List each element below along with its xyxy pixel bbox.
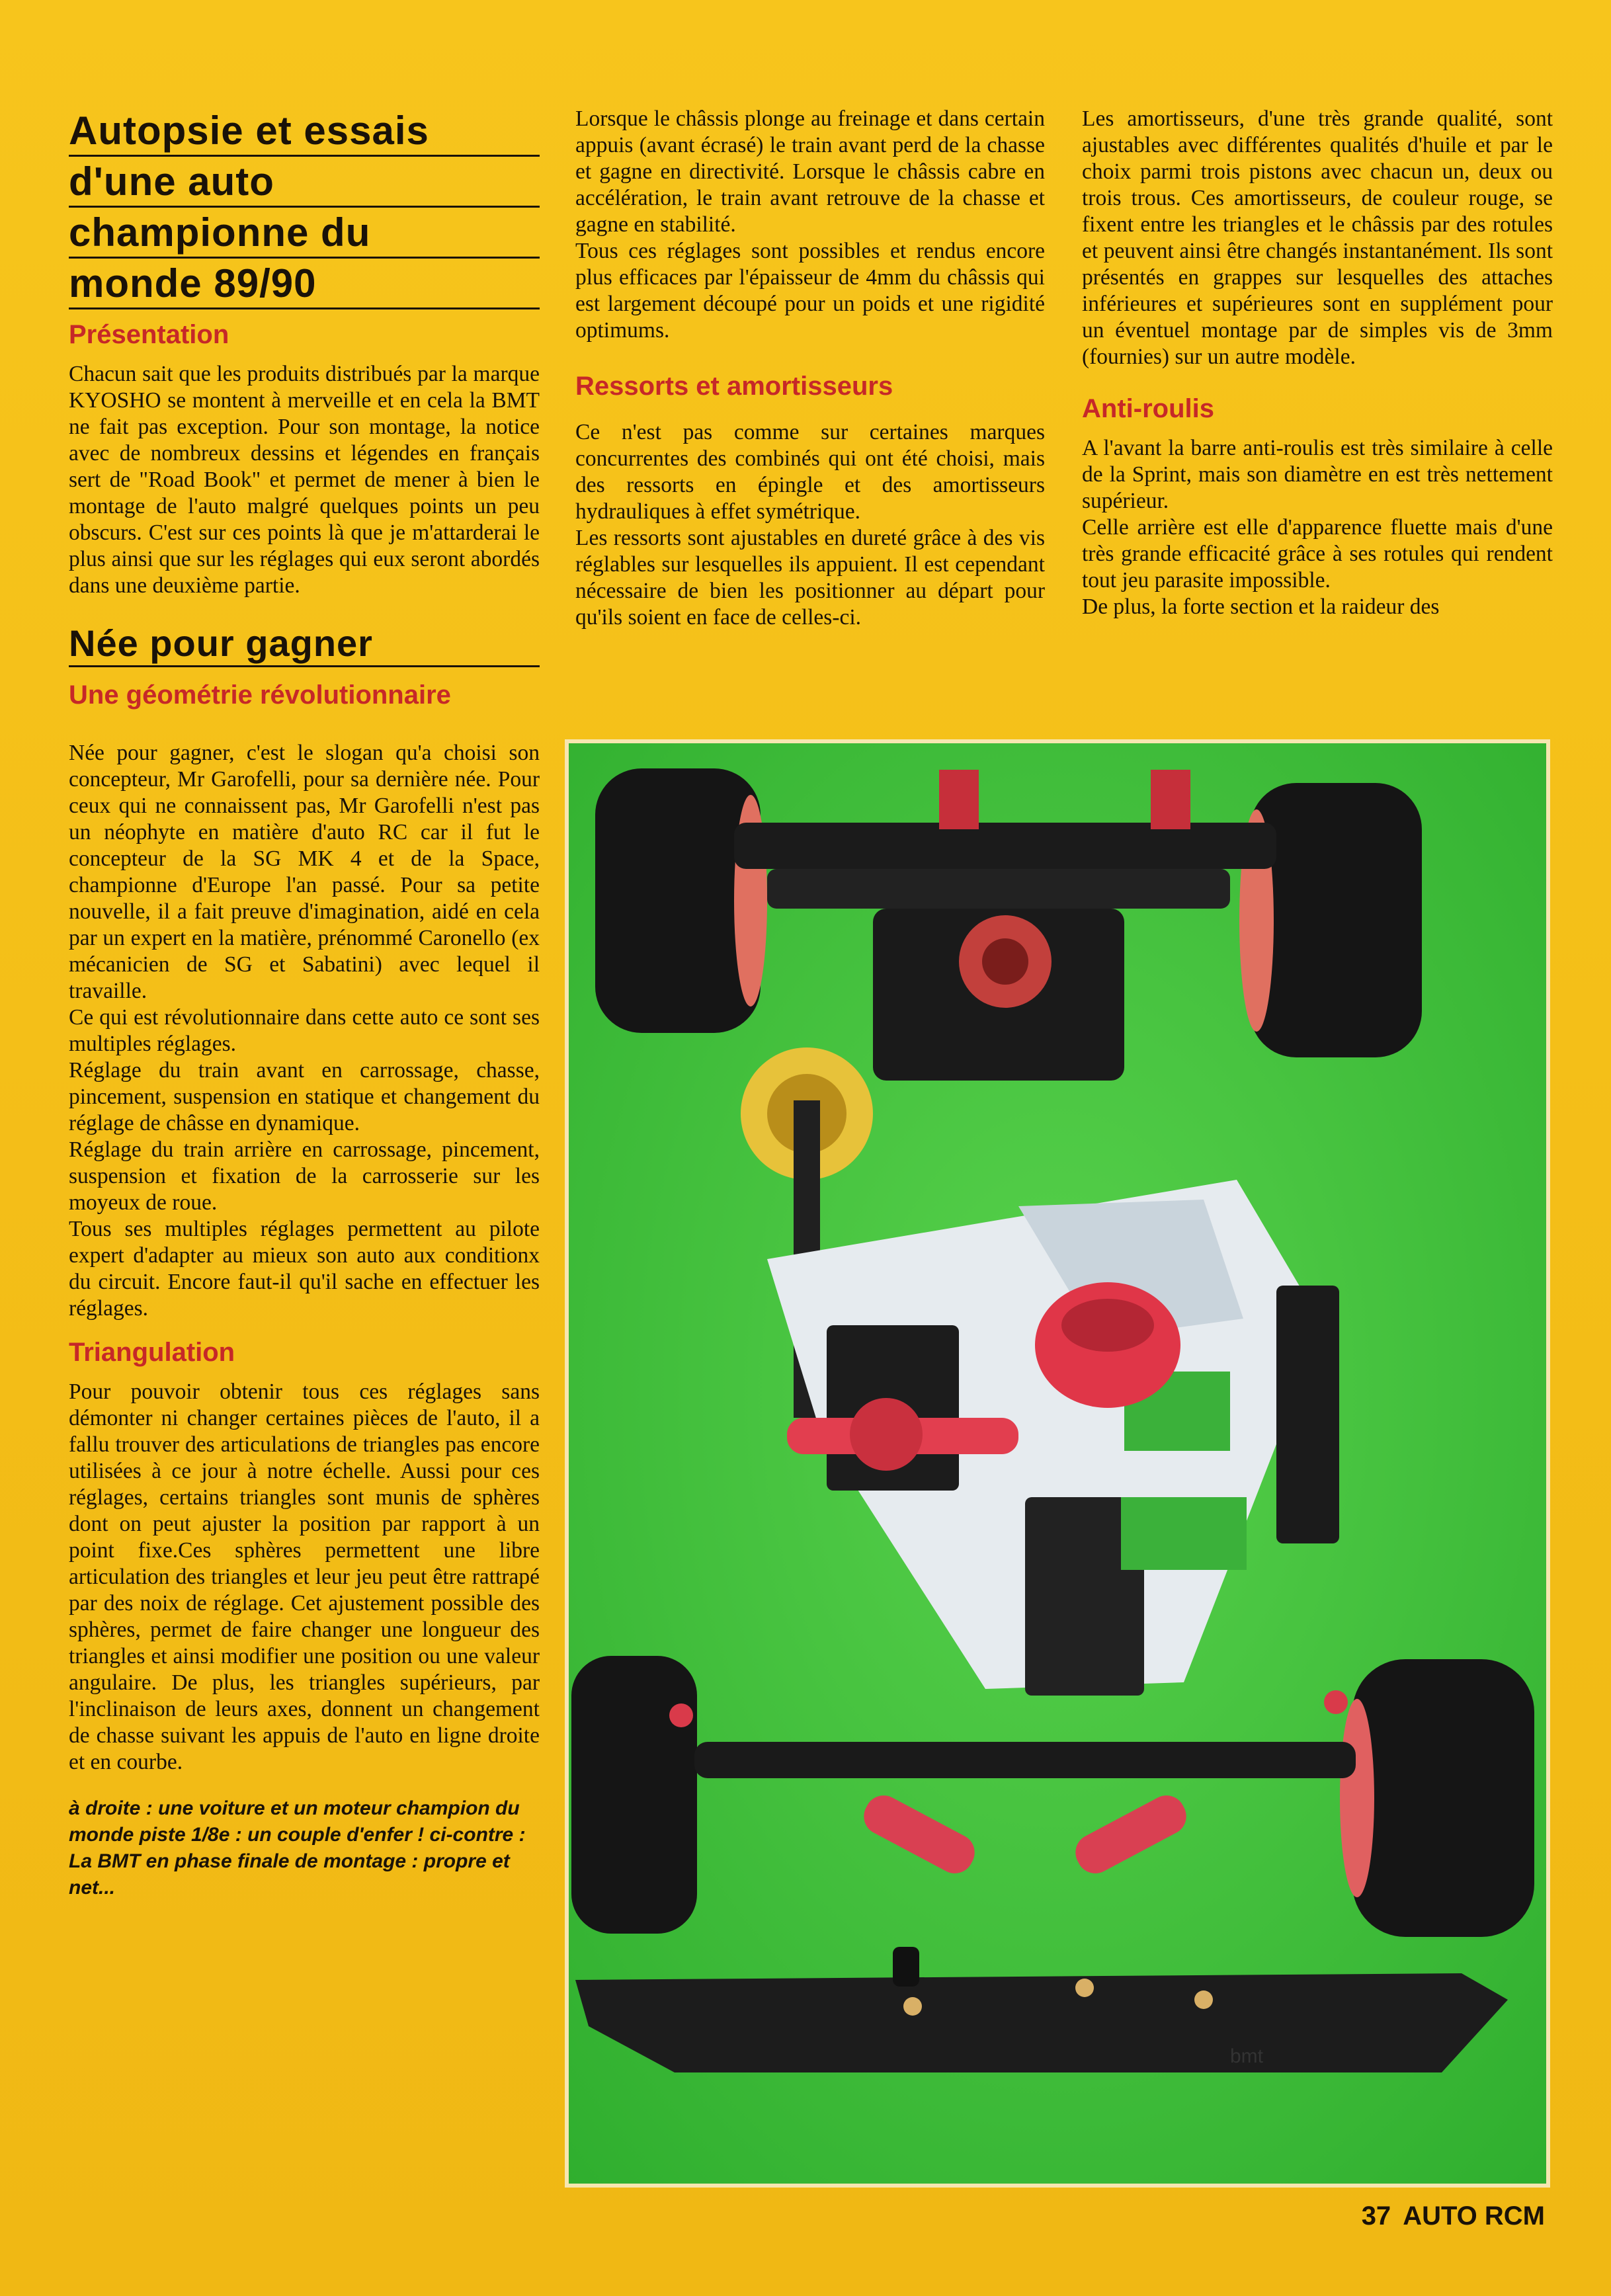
fuel-tank-cap [1035, 1282, 1180, 1408]
paragraph-geometrie-4: Réglage du train arrière en carrossage, pincement, suspension et fixation de la carrosserie sur les moyeux de roue. [69, 1137, 540, 1215]
paragraph-antiroulis-2: Celle arrière est elle d'apparence fluette mais d'une très grande efficacité grâce à ses rotules qui rendent tout jeu parasite impossible. [1082, 515, 1553, 593]
column-left [69, 106, 540, 1901]
heading-nee-pour-gagner: Née pour gagner [69, 622, 540, 667]
paragraph-ressorts-2: Les ressorts sont ajustables en dureté grâce à des vis réglables sur lesquelles ils appuient. Il est cependant nécessaire de bien les positionner au départ pour qu'ils soient en face de celles-ci. [575, 526, 1045, 630]
paragraph-triangulation: Pour pouvoir obtenir tous ces réglages sans démonter ni changer certaines pièces de l'auto, il a fallu trouver des articulations de triangles pas encore utilisées à ce jour à notre échelle. Aussi pour ces réglages, certains triangles sont munis de sphères dont on peut ajuster la position par rapport à un point fixe.Ces sphères permettent une libre articulation des triangles et leur jeu peut être rattrapé par des noix de réglage. Cet ajustement possible des sphères, permet de faire changer une longueur des triangles et ainsi modifier une position ou une valeur angulaire. De plus, les triangles supérieurs, par l'inclinaison de leurs axes, donnent un changement de chasse suivant les appuis de l'auto en ligne droite et en courbe. [69, 1379, 540, 1774]
photo-caption: à droite : une voiture et un moteur champion du monde piste 1/8e : un couple d'enfer ! ci-contre : La BMT en phase finale de montage : propre et net... [69, 1797, 526, 1899]
title-line: monde 89/90 [69, 259, 540, 309]
paragraph-geometrie-3: Réglage du train avant en carrossage, chasse, pincement, suspension en statique et changement du réglage de châsse en dynamique. [69, 1058, 540, 1135]
section-heading-antiroulis: Anti-roulis [1082, 394, 1214, 423]
front-left-tire [595, 768, 767, 1033]
article-title [69, 106, 540, 309]
paragraph-presentation: Chacun sait que les produits distribués par la marque KYOSHO se montent à merveille et en cela la BMT ne fait pas exception. Pour son montage, la notice avec de nombreux dessins et légendes en français sert de "Road Book" et permet de mener à bien le montage de l'auto malgré quelques points un peu obscurs. C'est sur ces points là que je m'attarderai le plus ainsi que sur les réglages qui eux seront abordés dans une deuxième partie. [69, 362, 540, 598]
chassis-logo: bmt [1230, 2045, 1264, 2067]
paragraph-geometrie-5: Tous ses multiples réglages permettent au pilote expert d'adapter au mieux son auto aux conditionx du circuit. Encore faut-il qu'il sache en effectuer les réglages. [69, 1217, 540, 1321]
section-heading-presentation: Présentation [69, 320, 229, 349]
section-heading-ressorts: Ressorts et amortisseurs [575, 372, 893, 401]
column-right [1082, 106, 1553, 620]
paragraph-geometrie-1: Née pour gagner, c'est le slogan qu'a choisi son concepteur, Mr Garofelli, pour sa dernière née. Pour ceux qui ne connaissent pas, Mr Garofelli n'est pas un néophyte en matière d'auto RC car il fut le concepteur de la SG MK 4 et de la Space, championne d'Europe l'an passé. Pour sa petite nouvelle, il a fait preuve d'imagination, aidé en cela par un expert en la matière, prénommé Caronello (ex mécanicien de SG et Sabatini) avec lequel il travaille. [69, 741, 540, 1003]
title-line: Autopsie et essais [69, 106, 540, 157]
column-middle [575, 106, 1045, 631]
title-line: championne du [69, 208, 540, 259]
rear-right-tire [1340, 1659, 1534, 1937]
paragraph-geometrie-2: Ce qui est révolutionnaire dans cette auto ce sont ses multiples réglages. [69, 1005, 540, 1056]
rc-car-photo [565, 739, 1550, 2188]
magazine-name: AUTO RCM [1403, 2201, 1545, 2231]
paragraph-antiroulis-3: De plus, la forte section et la raideur des [1082, 594, 1440, 619]
title-line: d'une auto [69, 157, 540, 208]
page-number: 37 [1361, 2201, 1391, 2231]
paragraph-chassis-1: Lorsque le châssis plonge au freinage et dans certain appuis (avant écrasé) le train avant perd de la chasse et gagne en directivité. Lorsque le châssis cabre en accélération, le train avant retrouve de la chasse et gagne en stabilité. [575, 106, 1045, 237]
paragraph-ressorts-1: Ce n'est pas comme sur certaines marques concurrentes des combinés qui ont été choisi, mais des ressorts en épingle et des amortisseurs hydrauliques à effet symétrique. [575, 420, 1045, 524]
page-footer [1362, 2201, 1545, 2231]
rear-left-tire [571, 1656, 697, 1934]
section-heading-triangulation: Triangulation [69, 1338, 235, 1367]
paragraph-amortisseurs: Les amortisseurs, d'une très grande qualité, sont ajustables avec différentes qualités d'huile et par le choix parmi trois pistons avec chacun un, deux ou trois trous. Ces amortisseurs, de couleur rouge, se fixent entre les triangles et le châssis par des rotules et peuvent ainsi être changés instantanément. Ils sont présentés en grappes sur lesquelles des attaches inférieures et supérieures sont en supplément pour un éventuel montage par de simples vis de 3mm (fournies) sur un autre modèle. [1082, 106, 1553, 369]
rc-car-illustration [569, 743, 1546, 2184]
paragraph-antiroulis-1: A l'avant la barre anti-roulis est très similaire à celle de la Sprint, mais son diamètre en est très nettement supérieur. [1082, 436, 1553, 513]
paragraph-chassis-2: Tous ces réglages sont possibles et rendus encore plus efficaces par l'épaisseur de 4mm du châssis qui est largement découpé pour un poids et une rigidité optimums. [575, 239, 1045, 343]
section-heading-geometrie: Une géométrie révolutionnaire [69, 680, 451, 710]
